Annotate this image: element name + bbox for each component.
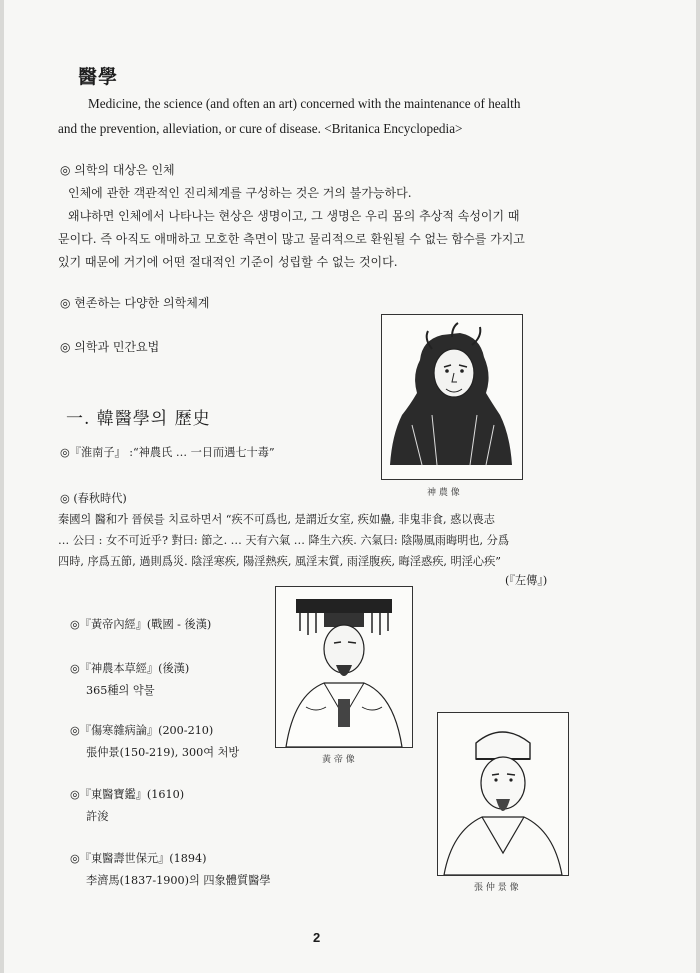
book-dongui-bogam-note: 許浚: [86, 810, 109, 823]
definition-line-2: and the prevention, alleviation, or cure of disease. <Britanica Encyclopedia>: [58, 121, 463, 136]
page-number: 2: [313, 930, 321, 945]
section1-line-4: 있기 때문에 거기에 어떤 절대적인 기준이 성립할 수 없는 것이다.: [58, 255, 398, 269]
section1-line-2: 왜냐하면 인체에서 나타나는 현상은 생명이고, 그 생명은 우리 몸의 추상적 속성이기 때: [68, 209, 520, 223]
page-title: 醫學: [78, 66, 119, 88]
scan-edge-right: [696, 0, 700, 973]
zuozhuan-citation: (『左傳』): [505, 574, 548, 587]
zhangzhongjing-caption: 張 仲 景 像: [474, 883, 519, 893]
scan-edge-left: [0, 0, 4, 973]
book-dongui-susebowon: ◎『東醫壽世保元』(1894): [70, 852, 207, 865]
history-heading: 一. 韓醫學의 歷史: [66, 409, 211, 429]
shennong-portrait: [381, 314, 523, 480]
qin-line-2: … 公曰 : 女不可近乎? 對曰: 節之. … 天有六氣 … 降生六疾. 六氣曰: 陰陽風雨晦明也, 分爲: [58, 534, 510, 547]
book-shanghan-note: 張仲景(150-219), 300여 처방: [86, 746, 240, 759]
bullet-medical-systems: ◎ 현존하는 다양한 의학체계: [60, 296, 210, 310]
section1-line-1: 인체에 관한 객관적인 진리체계를 구성하는 것은 거의 불가능하다.: [68, 186, 412, 200]
huangdi-caption: 黃 帝 像: [322, 755, 355, 765]
book-shennong-note: 365種의 약물: [86, 684, 155, 697]
book-huangdi-neijing: ◎『黃帝內經』(戰國 - 後漢): [70, 618, 212, 631]
section1-line-3: 문이다. 즉 아직도 애매하고 모호한 측면이 많고 물리적으로 환원될 수 없는 함수를 가지고: [58, 232, 525, 246]
section1-heading: ◎ 의학의 대상은 인체: [60, 163, 175, 177]
bullet-folk-remedies: ◎ 의학과 민간요법: [60, 340, 160, 354]
zhangzhongjing-portrait: [437, 712, 569, 876]
shennong-caption: 神 農 像: [427, 488, 460, 498]
book-dongui-susebowon-note: 李濟馬(1837-1900)의 四象體質醫學: [86, 874, 271, 887]
book-shennong-bencao: ◎『神農本草經』(後漢): [70, 662, 190, 675]
qin-line-3: 四時, 序爲五節, 過則爲災. 陰淫寒疾, 陽淫熱疾, 風淫末質, 雨淫腹疾, 晦淫惑疾, 明淫心疾”: [58, 555, 501, 568]
qin-line-1: 秦國의 醫和가 晉侯를 치료하면서 “疾不可爲也, 是謂近女室, 疾如蠱, 非鬼非食, 惑以喪志: [58, 513, 495, 526]
book-dongui-bogam: ◎『東醫寶鑑』(1610): [70, 788, 185, 801]
huangdi-portrait: [275, 586, 413, 748]
definition-line-1: Medicine, the science (and often an art) concerned with the maintenance of health: [88, 96, 521, 111]
huainanzi-quote: ◎『淮南子』 :“神農氏 … 一日而遇七十毒”: [60, 446, 275, 459]
book-shanghan: ◎『傷寒雜病論』(200-210): [70, 724, 214, 737]
chunqiu-heading: ◎ (春秋時代): [60, 492, 127, 505]
